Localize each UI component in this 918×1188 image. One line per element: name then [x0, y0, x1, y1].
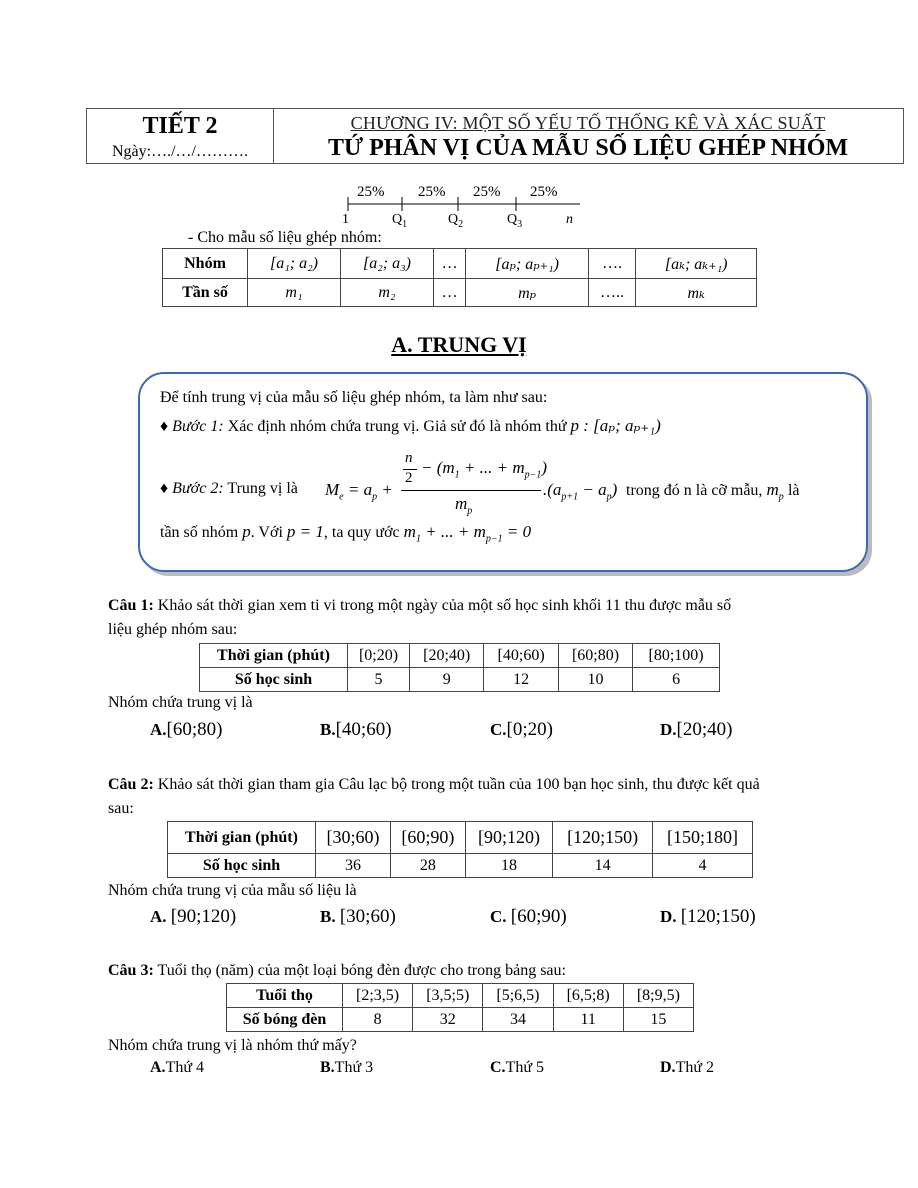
intro-text: - Cho mẫu số liệu ghép nhóm: [188, 229, 382, 246]
mark-q2: $Q_2$ [448, 212, 464, 230]
freq-cell: mₚ [466, 279, 589, 307]
mark-n: n [566, 212, 573, 227]
q3-label: Câu 3: [108, 962, 154, 979]
row-label-freq: Tần số [163, 279, 248, 307]
mark-q1: $Q_1$ [392, 212, 408, 230]
group-cell: [aₚ; aₚ₊₁) [466, 249, 589, 279]
q1-table [199, 643, 720, 692]
freq-cell: m₂ [340, 279, 433, 307]
q3-question: Nhóm chứa trung vị là nhóm thứ mấy? [108, 1037, 357, 1054]
q2-header: Thời gian (phút) [168, 822, 316, 854]
q1-header: [60;80) [558, 644, 632, 668]
q3-option-a[interactable]: A.Thứ 4 [150, 1059, 205, 1076]
group-cell: …. [588, 249, 635, 279]
freq-cell: … [433, 279, 465, 307]
q2-question: Nhóm chứa trung vị của mẫu số liệu là [108, 882, 357, 899]
q3-cell: 8 [343, 1008, 413, 1032]
q1-label: Câu 1: [108, 597, 154, 614]
topic-title: TỨ PHÂN VỊ CỦA MẪU SỐ LIỆU GHÉP NHÓM [327, 135, 849, 161]
pct-1: 25% [357, 184, 385, 200]
section-heading: A. TRUNG VỊ [391, 332, 527, 357]
median-formula: $M_e = a_p$ + n 2 − ($m_1$ + ... + $m_{p-1}$) $m_p$ $.(a_{p+1} - a_p)$ [325, 450, 618, 517]
q2-header: [150;180] [653, 822, 753, 854]
q1-header: [20;40) [410, 644, 484, 668]
q2-cell: 36 [316, 854, 391, 878]
q2-option-b[interactable]: B. [30;60) [320, 906, 396, 927]
box-step2 [160, 480, 298, 498]
q1-cell: 5 [348, 668, 410, 692]
q1-header: [0;20) [348, 644, 410, 668]
box-line1: Để tính trung vị của mẫu số liệu ghép nhóm, ta làm như sau: [160, 389, 548, 406]
group-cell: [a₁; a₂) [248, 249, 341, 279]
q3-option-d[interactable]: D.Thứ 2 [660, 1059, 715, 1076]
q1-header: [40;60) [484, 644, 558, 668]
q2-text-2: sau: [108, 800, 134, 817]
q1-option-b[interactable]: B.[40;60) [320, 719, 392, 740]
freq-cell: m₁ [248, 279, 341, 307]
q3-header: [2;3,5) [343, 984, 413, 1008]
group-cell: [a₂; a₃) [340, 249, 433, 279]
q3-option-c[interactable]: C.Thứ 5 [490, 1059, 545, 1076]
q3-cell: Số bóng đèn [227, 1008, 343, 1032]
step2-text: Trung vị là [227, 480, 298, 497]
q3-header: [6,5;8) [553, 984, 623, 1008]
freq-cell: ….. [588, 279, 635, 307]
box-step1 [160, 416, 661, 436]
q1-header: Thời gian (phút) [200, 644, 348, 668]
quartile-diagram [330, 184, 590, 234]
group-cell: [aₖ; aₖ₊₁) [636, 249, 757, 279]
step1-label: Bước 1: [172, 418, 224, 435]
mark-q3: $Q_3$ [507, 212, 523, 230]
freq-cell: mₖ [636, 279, 757, 307]
q1-cell: 12 [484, 668, 558, 692]
q2-cell: Số học sinh [168, 854, 316, 878]
q2-table [167, 821, 753, 878]
q1-text-2: liệu ghép nhóm sau: [108, 621, 238, 638]
q1-option-d[interactable]: D.[20;40) [660, 719, 733, 740]
q3-cell: 34 [483, 1008, 553, 1032]
row-label-group: Nhóm [163, 249, 248, 279]
q1-cell: 9 [410, 668, 484, 692]
q2-cell: 18 [465, 854, 552, 878]
pct-2: 25% [418, 184, 446, 200]
group-cell: … [433, 249, 465, 279]
general-table [162, 248, 757, 307]
step2-label: Bước 2: [172, 480, 224, 497]
q1-text: Câu 1: Khảo sát thời gian xem ti vi trong một ngày của một số học sinh khối 11 thu được mẫu số [108, 597, 732, 614]
q3-table [226, 983, 694, 1032]
q2-option-d[interactable]: D. [120;150) [660, 906, 756, 927]
q3-header: [8;9,5) [623, 984, 693, 1008]
q2-header: [120;150) [553, 822, 653, 854]
lesson-title: TIẾT 2 [142, 113, 218, 139]
pct-4: 25% [530, 184, 558, 200]
lesson-info [87, 109, 274, 163]
lesson-date: Ngày:…./…/………. [112, 143, 248, 160]
q2-label: Câu 2: [108, 776, 154, 793]
q3-header: [3,5;5) [413, 984, 483, 1008]
q1-question: Nhóm chứa trung vị là [108, 694, 253, 711]
diamond-icon: ♦ [160, 418, 169, 435]
step1-math: p : [aₚ; aₚ₊₁) [570, 416, 661, 435]
q2-option-a[interactable]: A. [90;120) [150, 906, 237, 927]
q2-header: [90;120) [465, 822, 552, 854]
q3-cell: 11 [553, 1008, 623, 1032]
q1-cell: Số học sinh [200, 668, 348, 692]
diamond-icon: ♦ [160, 480, 169, 497]
q1-cell: 10 [558, 668, 632, 692]
q3-header: [5;6,5) [483, 984, 553, 1008]
q3-cell: 15 [623, 1008, 693, 1032]
pct-3: 25% [473, 184, 501, 200]
chapter-title: CHƯƠNG IV: MỘT SỐ YẾU TỐ THỐNG KÊ VÀ XÁC SUẤT [350, 113, 826, 133]
q3-header: Tuổi thọ [227, 984, 343, 1008]
q2-header: [60;90) [390, 822, 465, 854]
lesson-header [86, 108, 904, 164]
step2-after: trong đó n là cỡ mẫu, $m_p$ là [626, 480, 800, 503]
q1-option-c[interactable]: C.[0;20) [490, 719, 553, 740]
q1-option-a[interactable]: A.[60;80) [150, 719, 223, 740]
q2-header: [30;60) [316, 822, 391, 854]
q2-cell: 4 [653, 854, 753, 878]
q3-cell: 32 [413, 1008, 483, 1032]
q2-text: Câu 2: Khảo sát thời gian tham gia Câu lạc bộ trong một tuần của 100 bạn học sinh, thu được kết quả [108, 776, 760, 793]
box-line4: tần số nhóm p. Với p = 1, ta quy ước $m_1$ + ... + $m_{p-1} = 0$ [160, 522, 532, 545]
q3-text: Câu 3: Tuổi thọ (năm) của một loại bóng đèn được cho trong bảng sau: [108, 962, 566, 979]
q2-cell: 14 [553, 854, 653, 878]
q1-cell: 6 [633, 668, 720, 692]
step1-text: Xác định nhóm chứa trung vị. Giả sử đó là nhóm thứ [227, 418, 567, 435]
mark-1: 1 [342, 212, 349, 227]
q1-header: [80;100) [633, 644, 720, 668]
q2-cell: 28 [390, 854, 465, 878]
q2-option-c[interactable]: C. [60;90) [490, 906, 567, 927]
q3-option-b[interactable]: B.Thứ 3 [320, 1059, 374, 1076]
